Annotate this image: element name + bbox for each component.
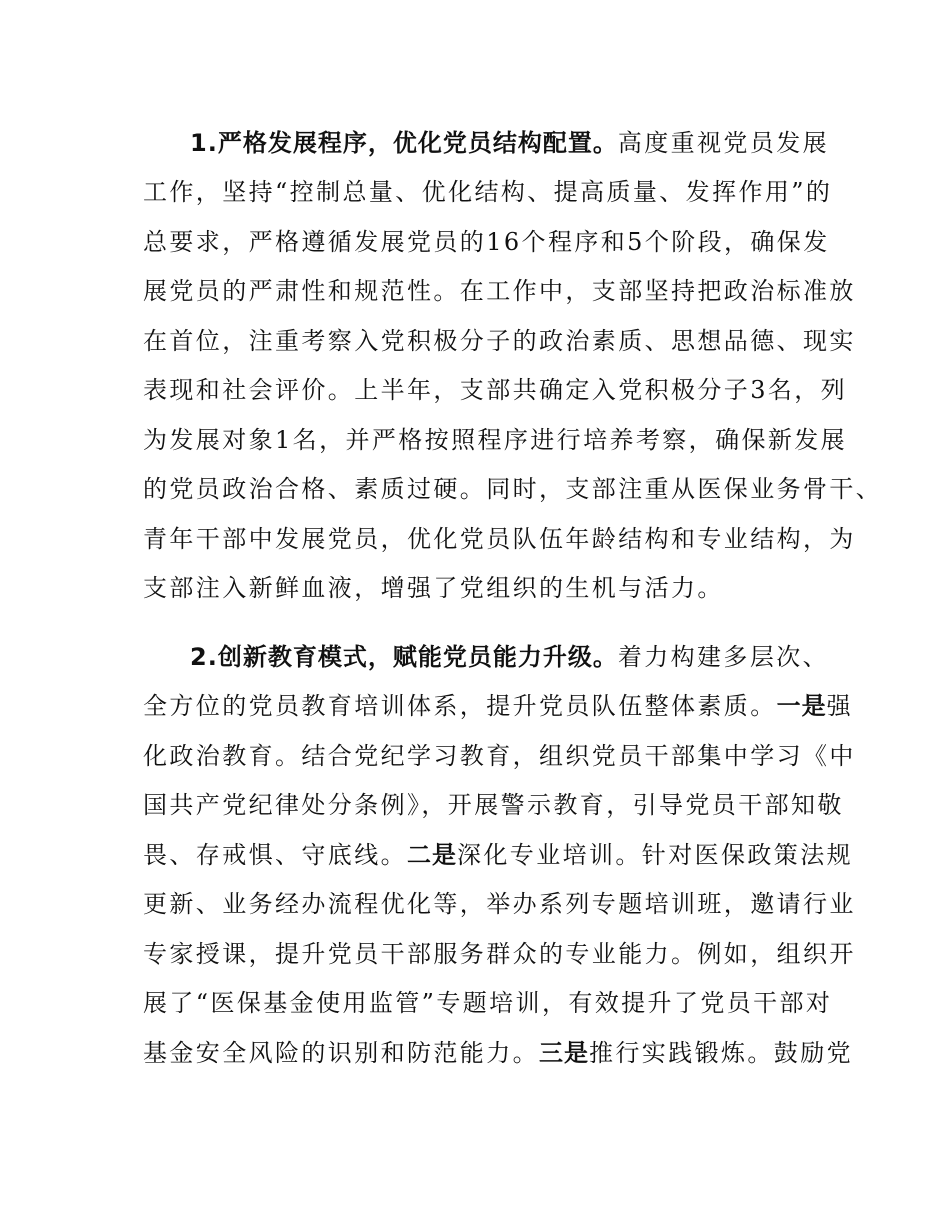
paragraph-2-text: 基金安全风险的识别和防范能力。 xyxy=(143,1039,539,1067)
paragraph-2-line-5 xyxy=(143,838,853,872)
paragraph-1-heading: 1.严格发展程序，优化党员结构配置。 xyxy=(190,129,618,157)
paragraph-2-text: 强 xyxy=(826,692,854,720)
paragraph-2-text: 着力构建多层次、 xyxy=(617,643,830,671)
paragraph-1-line-3: 总要求，严格遵循发展党员的16个程序和5个阶段，确保发 xyxy=(143,228,830,256)
paragraph-1-line-10: 支部注入新鲜血液，增强了党组织的生机与活力。 xyxy=(143,574,724,602)
paragraph-1-line-2: 工作，坚持“控制总量、优化结构、提高质量、发挥作用”的 xyxy=(143,178,833,206)
emphasis-marker-2: 二是 xyxy=(407,841,457,869)
paragraph-2-text: 全方位的党员教育培训体系，提升党员队伍整体素质。 xyxy=(143,692,777,720)
paragraph-2-heading: 2.创新教育模式，赋能党员能力升级。 xyxy=(190,643,618,671)
emphasis-marker-1: 一是 xyxy=(776,692,827,720)
paragraph-2-line-8: 展了“医保基金使用监管”专题培训，有效提升了党员干部对 xyxy=(143,989,833,1017)
paragraph-2-line-1 xyxy=(190,640,829,674)
paragraph-2-line-6: 更新、业务经办流程优化等，举办系列专题培训班，邀请行业 xyxy=(143,890,856,918)
paragraph-2-text: 深化专业培训。针对医保政策法规 xyxy=(457,841,853,869)
paragraph-2-line-4: 国共产党纪律处分条例》，开展警示教育，引导党员干部知敬 xyxy=(143,791,844,819)
paragraph-1-line-8: 的党员政治合格、素质过硬。同时，支部注重从医保业务骨干、 xyxy=(143,475,883,503)
paragraph-2-text: 畏、存戒惧、守底线。 xyxy=(143,841,407,869)
paragraph-1-line-1 xyxy=(190,126,829,160)
paragraph-2-line-9 xyxy=(143,1036,853,1070)
paragraph-1-line-9: 青年干部中发展党员，优化党员队伍年龄结构和专业结构，为 xyxy=(143,525,856,553)
paragraph-1-line-4: 展党员的严肃性和规范性。在工作中，支部坚持把政治标准放 xyxy=(143,277,856,305)
paragraph-2-text: 推行实践锻炼。鼓励党 xyxy=(589,1039,853,1067)
paragraph-1-line-5: 在首位，注重考察入党积极分子的政治素质、思想品德、现实 xyxy=(143,327,856,355)
paragraph-1-line-7: 为发展对象1名，并严格按照程序进行培养考察，确保新发展 xyxy=(143,426,848,454)
paragraph-2-line-7: 专家授课，提升党员干部服务群众的专业能力。例如，组织开 xyxy=(143,940,856,968)
emphasis-marker-3: 三是 xyxy=(539,1039,589,1067)
paragraph-2-line-3: 化政治教育。结合党纪学习教育，组织党员干部集中学习《中 xyxy=(143,742,856,770)
paragraph-2-line-2 xyxy=(143,689,853,723)
paragraph-1-line-6: 表现和社会评价。上半年，支部共确定入党积极分子3名，列 xyxy=(143,376,848,404)
paragraph-1-text: 高度重视党员发展 xyxy=(617,129,830,157)
